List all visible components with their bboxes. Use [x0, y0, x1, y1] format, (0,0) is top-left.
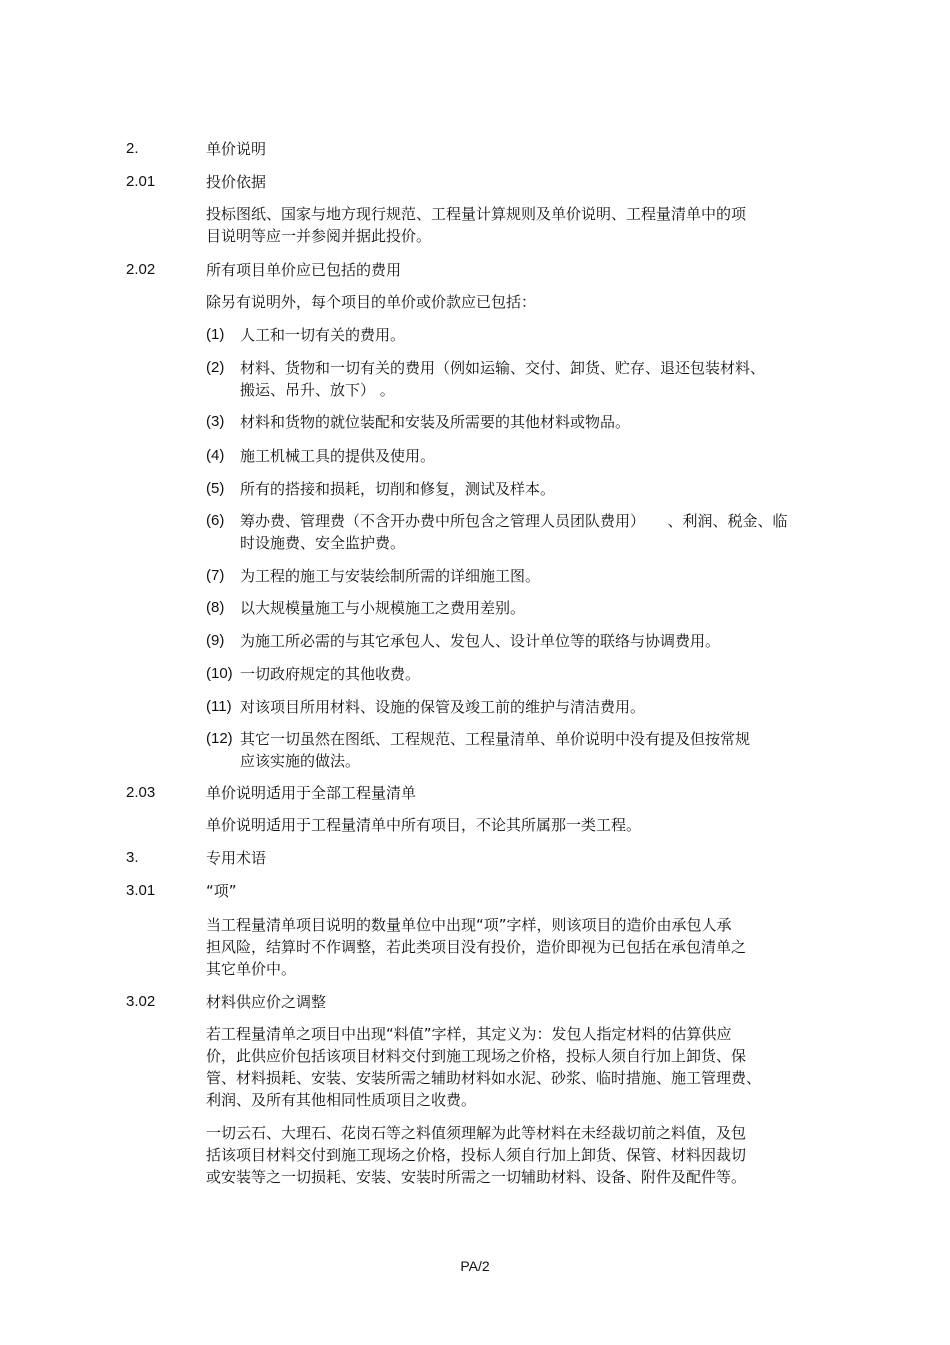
list-item-line: 其它一切虽然在图纸、工程规范、工程量清单、单价说明中没有提及但按常规 [240, 730, 751, 748]
section-title: 所有项目单价应已包括的费用 [206, 261, 402, 279]
list-item-number: (7) [206, 567, 225, 584]
section-body [206, 203, 786, 247]
list-item-line: 以大规模量施工与小规模施工之费用差别。 [240, 599, 526, 617]
list-item-number: (2) [206, 359, 225, 376]
body-line: 目说明等应一并参阅并据此投价。 [206, 227, 432, 245]
body-line: 或安装等之一切损耗、安装、安装时所需之一切辅助材料、设备、附件及配件等。 [206, 1168, 747, 1186]
list-item-number: (9) [206, 632, 225, 649]
body-line: 其它单价中。 [206, 960, 297, 978]
list-item-line: 材料、货物和一切有关的费用（例如运输、交付、卸货、贮存、退还包装材料、 [240, 359, 766, 377]
body-line: 括该项目材料交付到施工现场之价格，投标人须自行加上卸货、保管、材料因裁切 [206, 1146, 747, 1164]
list-item [240, 357, 765, 401]
section-number: 3.01 [126, 882, 156, 899]
list-item-line: 一切政府规定的其他收费。 [240, 665, 421, 683]
page-number: PA/2 [460, 1258, 490, 1274]
section-body [206, 814, 786, 836]
list-item-line: 搬运、吊升、放下） 。 [240, 381, 395, 399]
list-item [240, 411, 630, 433]
list-item-line: 施工机械工具的提供及使用。 [240, 447, 436, 465]
list-item-number: (11) [206, 698, 232, 715]
list-item-number: (3) [206, 413, 225, 430]
body-line: 管、材料损耗、安装、安装所需之辅助材料如水泥、砂浆、临时措施、施工管理费、 [206, 1069, 762, 1087]
section-title: “项” [206, 882, 237, 900]
list-item-line: 材料和货物的就位装配和安装及所需要的其他材料或物品。 [240, 413, 631, 431]
section-title: 投价依据 [206, 173, 267, 191]
list-item-number: (10) [206, 665, 233, 682]
section-title: 材料供应价之调整 [206, 993, 327, 1011]
body-line: 价，此供应价包括该项目材料交付到施工现场之价格，投标人须自行加上卸货、保 [206, 1047, 747, 1065]
section-body [206, 1122, 786, 1188]
section-title: 单价说明 [206, 140, 267, 158]
list-item-line: 为工程的施工与安装绘制所需的详细施工图。 [240, 567, 541, 585]
section-intro: 除另有说明外，每个项目的单价或价款应已包括： [206, 293, 537, 311]
body-line: 担风险，结算时不作调整，若此类项目没有投价，造价即视为已包括在承包清单之 [206, 938, 747, 956]
list-item [240, 630, 720, 652]
body-line: 若工程量清单之项目中出现“料值”字样，其定义为：发包人指定材料的估算供应 [206, 1025, 732, 1043]
body-line: 投标图纸、国家与地方现行规范、工程量计算规则及单价说明、工程量清单中的项 [206, 205, 747, 223]
list-item-number: (8) [206, 599, 225, 616]
section-title: 专用术语 [206, 849, 267, 867]
section-body [206, 914, 786, 980]
list-item-number: (12) [206, 730, 233, 747]
list-item-line: 为施工所必需的与其它承包人、发包人、设计单位等的联络与协调费用。 [240, 632, 721, 650]
body-line: 单价说明适用于工程量清单中所有项目，不论其所属那一类工程。 [206, 816, 642, 834]
body-line: 当工程量清单项目说明的数量单位中出现“项”字样，则该项目的造价由承包人承 [206, 916, 732, 934]
list-item [240, 728, 750, 772]
section-body [206, 1023, 786, 1111]
list-item [240, 565, 540, 587]
section-number: 2.03 [126, 784, 156, 801]
list-item [240, 445, 435, 467]
body-line: 一切云石、大理石、花岗石等之料值须理解为此等材料在未经裁切前之料值，及包 [206, 1124, 747, 1142]
list-item-number: (4) [206, 447, 225, 464]
list-item-line: 人工和一切有关的费用。 [240, 326, 406, 344]
list-item-number: (1) [206, 326, 225, 343]
list-item-number: (5) [206, 480, 225, 497]
section-number: 3. [126, 849, 139, 866]
section-number: 2.02 [126, 261, 156, 278]
list-item-line: 筹办费、管理费（不含开办费中所包含之管理人员团队费用） 、利润、税金、临 [240, 512, 788, 530]
list-item [240, 597, 525, 619]
list-item-line: 应该实施的做法。 [240, 752, 361, 770]
list-item [240, 478, 555, 500]
section-number: 2. [126, 140, 139, 157]
section-number: 2.01 [126, 173, 156, 190]
list-item-line: 所有的搭接和损耗，切削和修复，测试及样本。 [240, 480, 556, 498]
list-item-line: 对该项目所用材料、设施的保管及竣工前的维护与清洁费用。 [240, 698, 646, 716]
list-item [240, 510, 788, 554]
section-title: 单价说明适用于全部工程量清单 [206, 784, 417, 802]
body-line: 利润、及所有其他相同性质项目之收费。 [206, 1091, 477, 1109]
list-item [240, 324, 405, 346]
list-item-number: (6) [206, 512, 225, 529]
list-item [240, 696, 645, 718]
section-number: 3.02 [126, 993, 156, 1010]
list-item-line: 时设施费、安全监护费。 [240, 534, 406, 552]
list-item [240, 663, 420, 685]
